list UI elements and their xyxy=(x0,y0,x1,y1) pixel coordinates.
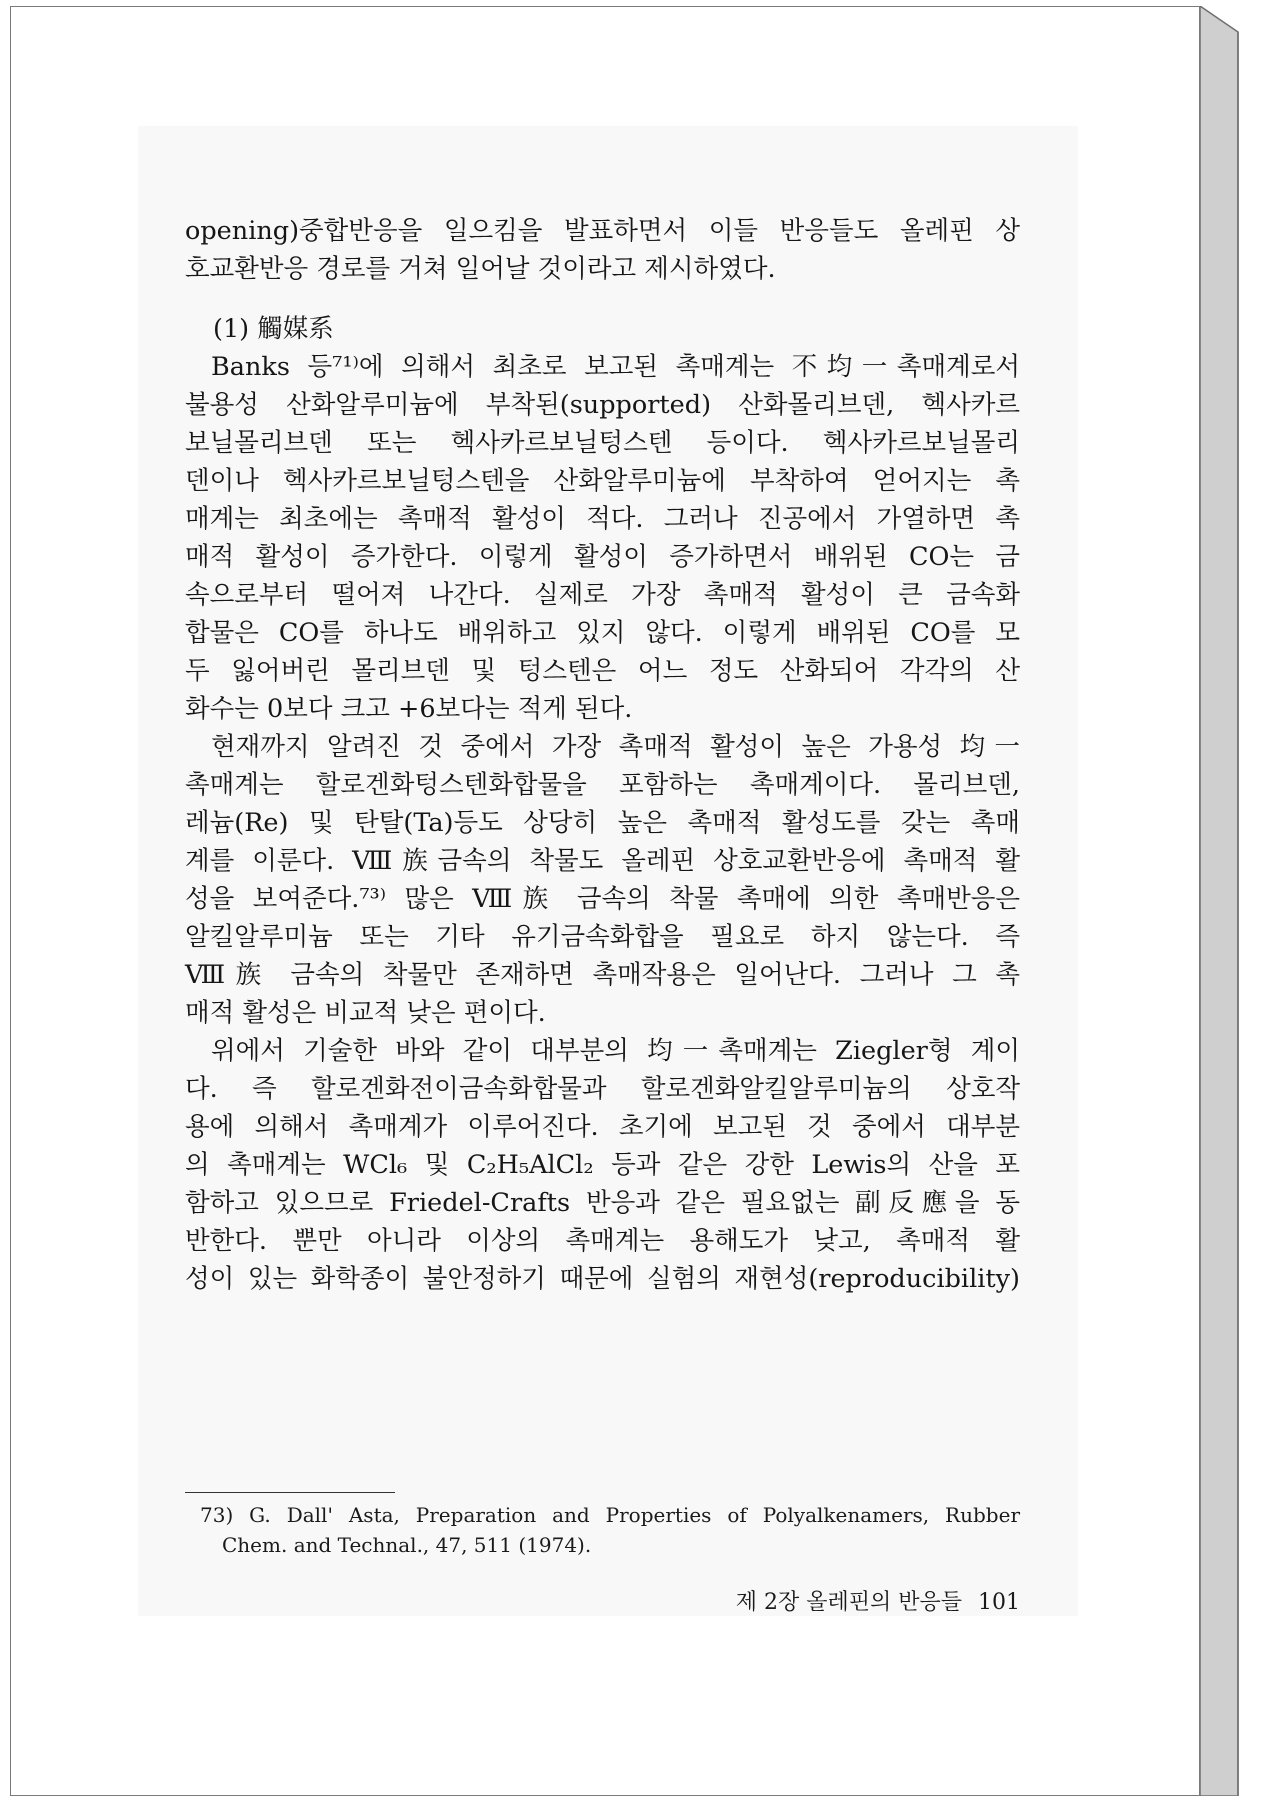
body-line: Ⅷ族 금속의 착물만 존재하면 촉매작용은 일어난다. 그러나 그 촉 xyxy=(185,960,1020,990)
body-line: 함하고 있으므로 Friedel-Crafts 반응과 같은 필요없는 副反應을 동 xyxy=(185,1188,1020,1218)
body-line: 성을 보여준다.⁷³⁾ 많은 Ⅷ族 금속의 착물 촉매에 의한 촉매반응은 xyxy=(185,884,1020,914)
body-line: 촉매계는 할로겐화텅스텐화합물을 포함하는 촉매계이다. 몰리브덴, xyxy=(185,770,1020,800)
body-line: 알킬알루미늄 또는 기타 유기금속화합을 필요로 하지 않는다. 즉 xyxy=(185,922,1020,952)
page-footer xyxy=(640,1588,1020,1618)
footnote-line: Chem. and Technal., 47, 511 (1974). xyxy=(222,1533,592,1557)
page-stack-edge xyxy=(1200,6,1250,1796)
footnote-line: 73) G. Dall' Asta, Preparation and Properties of Polyalkenamers, Rubber xyxy=(200,1503,1020,1527)
footnote xyxy=(200,1500,1020,1560)
body-line: 반한다. 뿐만 아니라 이상의 촉매계는 용해도가 낮고, 촉매적 활 xyxy=(185,1226,1020,1256)
section-heading: (1) 觸媒系 xyxy=(213,314,334,344)
body-line: 보닐몰리브덴 또는 헥사카르보닐텅스텐 등이다. 헥사카르보닐몰리 xyxy=(185,428,1020,458)
body-line: 계를 이룬다. Ⅷ族금속의 착물도 올레핀 상호교환반응에 촉매적 활 xyxy=(185,846,1020,876)
body-line: 성이 있는 화학종이 불안정하기 때문에 실험의 재현성(reproducibility) xyxy=(185,1264,1020,1294)
chapter-running-title: 제 2장 올레핀의 반응들 xyxy=(735,1590,962,1615)
body-line: 매적 활성은 비교적 낮은 편이다. xyxy=(185,998,546,1028)
body-line: 호교환반응 경로를 거쳐 일어날 것이라고 제시하였다. xyxy=(185,254,776,284)
footnote-divider xyxy=(185,1492,395,1493)
body-line: 용에 의해서 촉매계가 이루어진다. 초기에 보고된 것 중에서 대부분 xyxy=(185,1112,1020,1142)
body-line: 다. 즉 할로겐화전이금속화합물과 할로겐화알킬알루미늄의 상호작 xyxy=(185,1074,1020,1104)
body-line: 속으로부터 떨어져 나간다. 실제로 가장 촉매적 활성이 큰 금속화 xyxy=(185,580,1020,610)
body-line: 불용성 산화알루미늄에 부착된(supported) 산화몰리브덴, 헥사카르 xyxy=(185,390,1020,420)
body-line: 위에서 기술한 바와 같이 대부분의 均一촉매계는 Ziegler형 계이 xyxy=(211,1036,1020,1066)
body-line: Banks 등⁷¹⁾에 의해서 최초로 보고된 촉매계는 不均一촉매계로서 xyxy=(211,352,1020,382)
body-text xyxy=(185,212,1020,1298)
body-line: 매적 활성이 증가한다. 이렇게 활성이 증가하면서 배위된 CO는 금 xyxy=(185,542,1020,572)
body-line: opening)중합반응을 일으킴을 발표하면서 이들 반응들도 올레핀 상 xyxy=(185,216,1020,246)
body-line: 현재까지 알려진 것 중에서 가장 촉매적 활성이 높은 가용성 均一 xyxy=(211,732,1020,762)
body-line: 두 잃어버린 몰리브덴 및 텅스텐은 어느 정도 산화되어 각각의 산 xyxy=(185,656,1020,686)
body-line: 의 촉매계는 WCl₆ 및 C₂H₅AlCl₂ 등과 같은 강한 Lewis의 산을 포 xyxy=(185,1150,1020,1180)
body-line: 레늄(Re) 및 탄탈(Ta)등도 상당히 높은 촉매적 활성도를 갖는 촉매 xyxy=(185,808,1020,838)
body-line: 매계는 최초에는 촉매적 활성이 적다. 그러나 진공에서 가열하면 촉 xyxy=(185,504,1020,534)
page-number: 101 xyxy=(978,1590,1020,1615)
body-line: 덴이나 헥사카르보닐텅스텐을 산화알루미늄에 부착하여 얻어지는 촉 xyxy=(185,466,1020,496)
body-line: 합물은 CO를 하나도 배위하고 있지 않다. 이렇게 배위된 CO를 모 xyxy=(185,618,1020,648)
body-line: 화수는 0보다 크고 +6보다는 적게 된다. xyxy=(185,694,633,724)
